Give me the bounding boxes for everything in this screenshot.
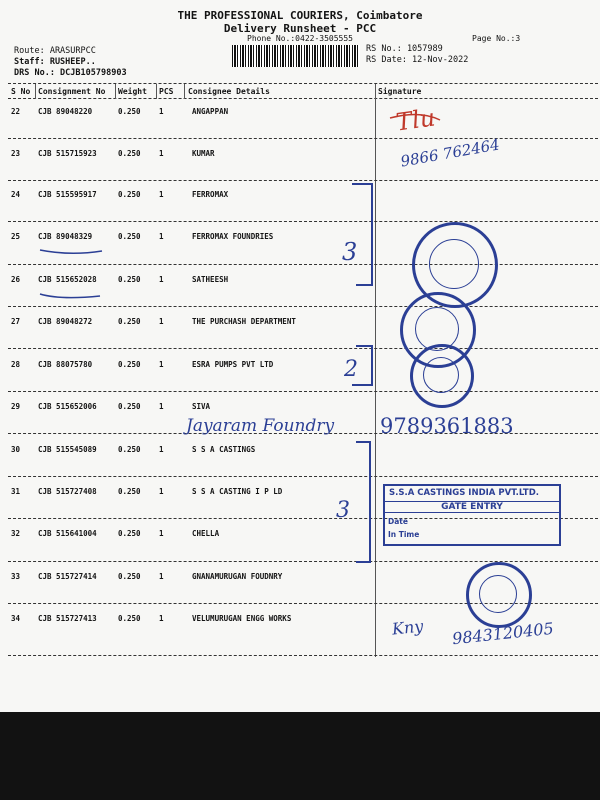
- row-consignment: CJB 89048329: [38, 232, 93, 241]
- row-sno: 31: [11, 487, 21, 496]
- row-pcs: 1: [159, 445, 164, 454]
- row-weight: 0.250: [118, 190, 141, 199]
- row-weight: 0.250: [118, 107, 141, 116]
- row-sno: 29: [11, 402, 21, 411]
- phone-number: Phone No.:0422-3505555: [247, 34, 353, 43]
- row-weight: 0.250: [118, 275, 141, 284]
- row-consignment: CJB 89048272: [38, 317, 93, 326]
- bracket-stroke: [352, 184, 372, 285]
- handwritten-phone: 9843120405: [451, 618, 555, 649]
- row-consignment: CJB 515715923: [38, 149, 97, 158]
- row-consignment: CJB 515641004: [38, 529, 97, 538]
- row-pcs: 1: [159, 360, 164, 369]
- rs-date: RS Date: 12-Nov-2022: [366, 55, 469, 65]
- row-sno: 32: [11, 529, 21, 538]
- row-weight: 0.250: [118, 360, 141, 369]
- row-consignment: CJB 515727414: [38, 572, 97, 581]
- row-pcs: 1: [159, 487, 164, 496]
- gate-time-label: In Time: [388, 530, 420, 539]
- gate-company: S.S.A CASTINGS INDIA PVT.LTD.: [389, 488, 539, 498]
- col-pcs: PCS: [159, 87, 174, 96]
- row-sno: 22: [11, 107, 21, 116]
- row-pcs: 1: [159, 572, 164, 581]
- row-consignee: GNANAMURUGAN FOUDNRY: [192, 572, 283, 581]
- row-consignment: CJB 515727413: [38, 614, 97, 623]
- page-number: Page No.:3: [472, 34, 521, 43]
- company-title: THE PROFESSIONAL COURIERS, Coimbatore: [177, 9, 423, 22]
- handwritten-mark: 3: [342, 238, 358, 266]
- round-stamp: [410, 344, 474, 408]
- col-signature: Signature: [378, 87, 422, 96]
- handwritten-phone: 9866 762464: [399, 135, 502, 171]
- row-consignee: SIVA: [192, 402, 211, 411]
- row-weight: 0.250: [118, 402, 141, 411]
- row-consignment: CJB 515652028: [38, 275, 97, 284]
- row-weight: 0.250: [118, 149, 141, 158]
- handwritten-phone: 9789361883: [380, 414, 514, 438]
- row-consignee: THE PURCHASH DEPARTMENT: [192, 317, 296, 326]
- handwritten-mark: 2: [344, 357, 358, 382]
- row-consignment: CJB 89048220: [38, 107, 93, 116]
- row-pcs: 1: [159, 317, 164, 326]
- handwritten-company: Jayaram Foundry: [186, 416, 335, 436]
- row-consignee: FERROMAX FOUNDRIES: [192, 232, 274, 241]
- row-consignee: SATHEESH: [192, 275, 229, 284]
- document-title: Delivery Runsheet - PCC: [223, 22, 377, 35]
- col-weight: Weight: [118, 87, 147, 96]
- row-consignment: CJB 88075780: [38, 360, 93, 369]
- col-sno: S No: [11, 87, 31, 96]
- row-consignment: CJB 515727408: [38, 487, 97, 496]
- row-sno: 33: [11, 572, 21, 581]
- ink-scribble: [390, 114, 440, 120]
- row-sno: 27: [11, 317, 21, 326]
- stamp-ring: [479, 575, 517, 613]
- staff-label: Staff: RUSHEEP..: [14, 57, 96, 67]
- row-consignee: S S A CASTING I P LD: [192, 487, 283, 496]
- row-pcs: 1: [159, 232, 164, 241]
- gate-date-label: Date: [388, 517, 408, 526]
- row-sno: 25: [11, 232, 21, 241]
- row-sno: 23: [11, 149, 21, 158]
- row-weight: 0.250: [118, 529, 141, 538]
- row-weight: 0.250: [118, 487, 141, 496]
- bracket-stroke: [352, 346, 372, 385]
- row-sno: 26: [11, 275, 21, 284]
- handwritten-mark: 3: [336, 498, 350, 523]
- row-sno: 28: [11, 360, 21, 369]
- col-consignment: Consignment No: [38, 87, 106, 96]
- gate-title: GATE ENTRY: [385, 501, 559, 513]
- row-consignment: CJB 515652006: [38, 402, 97, 411]
- row-weight: 0.250: [118, 445, 141, 454]
- row-pcs: 1: [159, 614, 164, 623]
- signature-blue: Kny: [391, 616, 425, 639]
- row-consignee: KUMAR: [192, 149, 215, 158]
- rs-number: RS No.: 1057989: [366, 44, 443, 54]
- row-weight: 0.250: [118, 232, 141, 241]
- signature-red: Tlu: [394, 103, 437, 137]
- route-label: Route: ARASURPCC: [14, 46, 96, 56]
- row-weight: 0.250: [118, 317, 141, 326]
- bracket-stroke: [356, 442, 370, 562]
- gate-entry-stamp: [383, 484, 561, 546]
- row-pcs: 1: [159, 275, 164, 284]
- row-weight: 0.250: [118, 614, 141, 623]
- row-consignment: CJB 515595917: [38, 190, 97, 199]
- row-pcs: 1: [159, 107, 164, 116]
- scan-background: [0, 712, 600, 800]
- row-sno: 24: [11, 190, 21, 199]
- row-consignee: VELUMURUGAN ENGG WORKS: [192, 614, 292, 623]
- row-consignee: FERROMAX: [192, 190, 229, 199]
- row-consignee: S S A CASTINGS: [192, 445, 256, 454]
- row-consignment: CJB 515545089: [38, 445, 97, 454]
- row-sno: 30: [11, 445, 21, 454]
- row-pcs: 1: [159, 190, 164, 199]
- round-stamp: [466, 562, 532, 628]
- row-consignee: ANGAPPAN: [192, 107, 229, 116]
- row-pcs: 1: [159, 529, 164, 538]
- row-pcs: 1: [159, 402, 164, 411]
- stamp-ring: [423, 357, 459, 393]
- row-consignee: ESRA PUMPS PVT LTD: [192, 360, 274, 369]
- stamp-ring: [429, 239, 479, 289]
- drs-number: DRS No.: DCJB105798903: [14, 68, 127, 78]
- row-sno: 34: [11, 614, 21, 623]
- ink-scribble: [40, 294, 100, 298]
- row-consignee: CHELLA: [192, 529, 220, 538]
- ink-scribble: [40, 250, 102, 253]
- row-pcs: 1: [159, 149, 164, 158]
- col-consignee: Consignee Details: [188, 87, 270, 96]
- row-weight: 0.250: [118, 572, 141, 581]
